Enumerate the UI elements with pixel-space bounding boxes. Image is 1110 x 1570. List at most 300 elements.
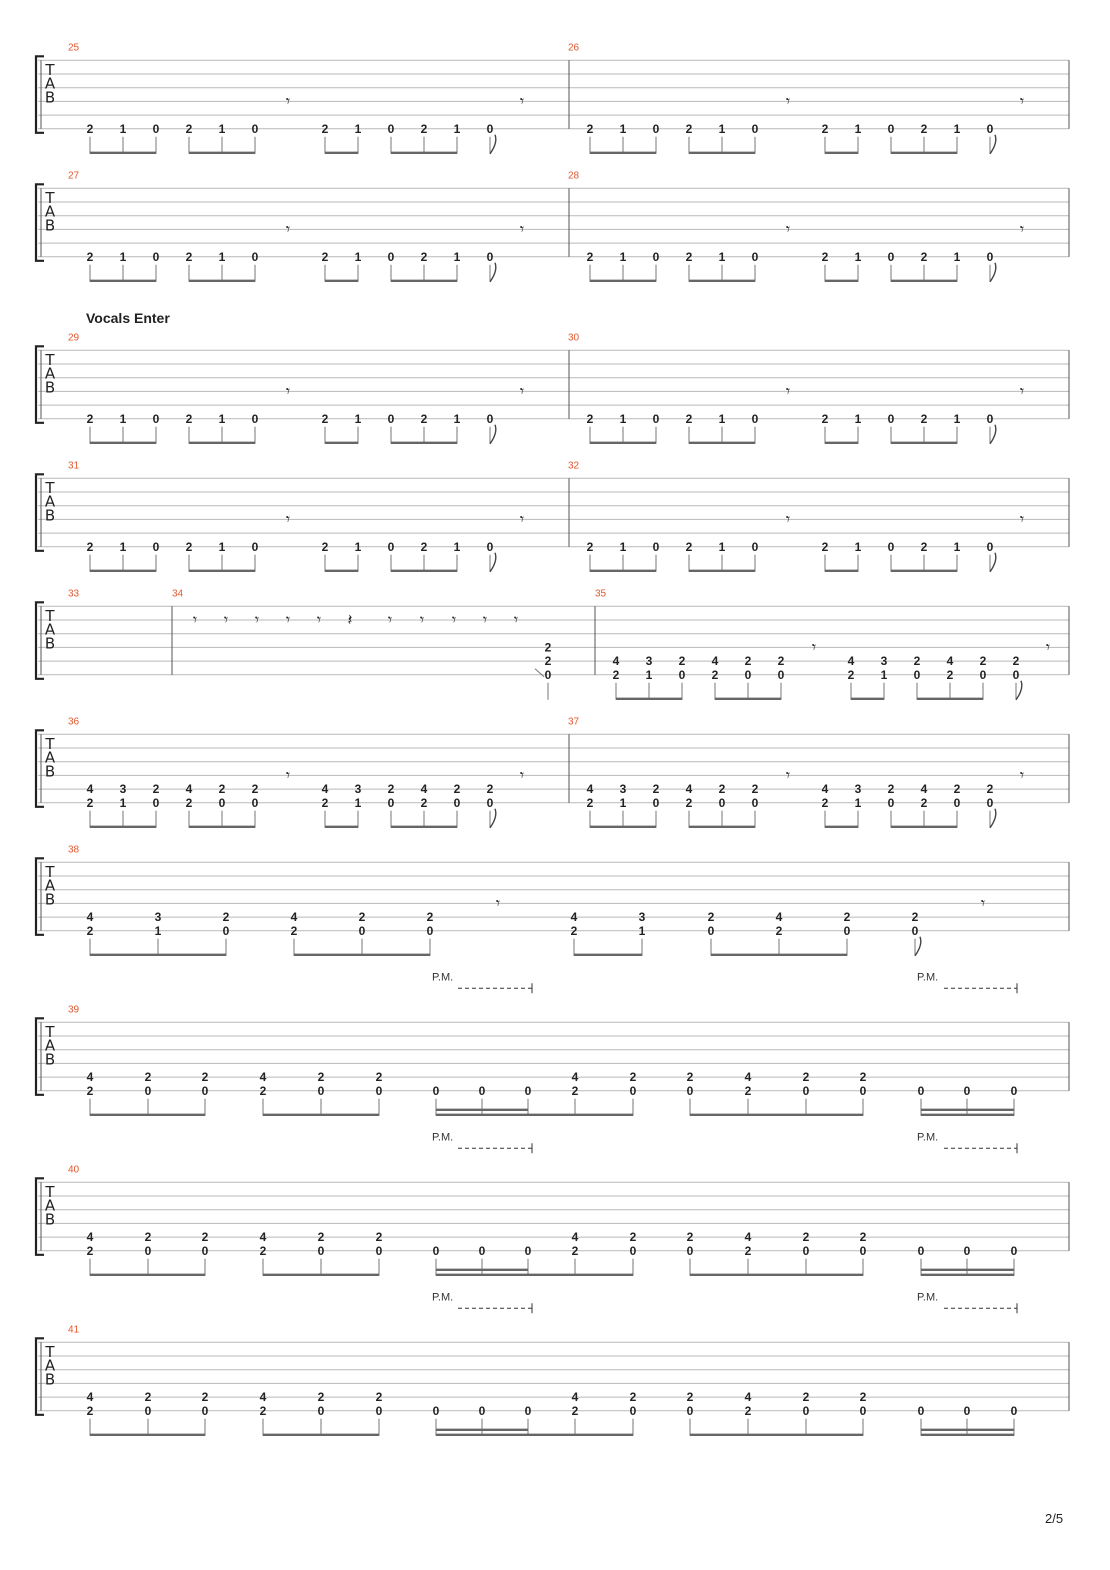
fret-number: 0	[144, 1083, 152, 1098]
eighth-rest: 𝄾	[451, 610, 457, 629]
fret-number: 0	[375, 1403, 383, 1418]
fret-number: 2	[86, 1403, 94, 1418]
fret-number: 1	[854, 795, 862, 810]
system-bracket	[36, 1338, 44, 1415]
fret-number: 0	[917, 1243, 925, 1258]
fret-number: 4	[571, 1070, 579, 1085]
quarter-rest: 𝄽	[347, 610, 353, 629]
measure-number: 35	[595, 588, 607, 600]
fret-number: 1	[119, 411, 127, 426]
fret-number: 2	[201, 1230, 209, 1245]
fret-number: 2	[358, 910, 366, 925]
eighth-rest: 𝄾	[519, 219, 525, 239]
tab-system	[36, 716, 1069, 828]
fret-number: 2	[571, 1403, 579, 1418]
tab-clef-letter: A	[44, 364, 56, 383]
measure-number: 30	[568, 332, 580, 344]
fret-number: 4	[571, 1390, 579, 1405]
fret-number: 4	[744, 1230, 752, 1245]
fret-number: 0	[686, 1243, 694, 1258]
tab-clef-letter: B	[44, 88, 56, 107]
fret-number: 1	[854, 249, 862, 264]
fret-number: 1	[619, 795, 627, 810]
fret-number: 1	[354, 411, 362, 426]
tab-system	[36, 1291, 1069, 1436]
fret-number: 1	[119, 795, 127, 810]
tab-clef-letter: B	[44, 762, 56, 781]
fret-number: 0	[963, 1243, 971, 1258]
note-flag	[990, 135, 996, 154]
fret-number: 2	[420, 121, 428, 136]
palm-mute-label: P.M.	[917, 971, 939, 984]
fret-number: 0	[432, 1403, 440, 1418]
fret-number: 3	[645, 654, 653, 669]
fret-number: 4	[711, 654, 719, 669]
section-label: Vocals Enter	[86, 310, 170, 326]
fret-number: 1	[354, 249, 362, 264]
eighth-rest: 𝄾	[811, 637, 817, 657]
fret-number: 2	[751, 782, 759, 797]
fret-number: 2	[843, 910, 851, 925]
measure-number: 31	[68, 460, 80, 472]
fret-number: 2	[920, 121, 928, 136]
eighth-rest: 𝄾	[785, 91, 791, 111]
eighth-rest: 𝄾	[1019, 219, 1025, 239]
tab-system	[36, 1131, 1069, 1276]
system-bracket	[36, 730, 44, 807]
fret-number: 1	[718, 249, 726, 264]
fret-number: 0	[251, 539, 259, 554]
tab-system	[36, 460, 1069, 572]
fret-number: 2	[185, 795, 193, 810]
fret-number: 1	[619, 411, 627, 426]
fret-number: 0	[201, 1403, 209, 1418]
eighth-rest: 𝄾	[285, 381, 291, 401]
fret-number: 2	[913, 654, 921, 669]
fret-number: 0	[387, 121, 395, 136]
fret-number: 4	[86, 910, 94, 925]
fret-number: 4	[775, 910, 783, 925]
fret-number: 2	[218, 782, 226, 797]
fret-number: 1	[718, 539, 726, 554]
measure-number: 36	[68, 716, 80, 728]
tab-clef-letter: A	[44, 876, 56, 895]
fret-number: 0	[1010, 1403, 1018, 1418]
fret-number: 3	[154, 910, 162, 925]
fret-number: 0	[152, 121, 160, 136]
fret-number: 2	[321, 539, 329, 554]
fret-number: 2	[802, 1390, 810, 1405]
fret-number: 0	[387, 539, 395, 554]
fret-number: 2	[586, 795, 594, 810]
tab-clef-letter: B	[44, 1050, 56, 1069]
fret-number: 3	[619, 782, 627, 797]
tab-system	[36, 42, 1069, 154]
palm-mute-label: P.M.	[432, 971, 454, 984]
fret-number: 1	[619, 539, 627, 554]
fret-number: 2	[185, 121, 193, 136]
fret-number: 0	[986, 249, 994, 264]
fret-number: 2	[544, 640, 552, 655]
fret-number: 0	[629, 1083, 637, 1098]
eighth-rest: 𝄾	[285, 219, 291, 239]
measure-number: 39	[68, 1004, 80, 1016]
tab-clef-letter: T	[45, 61, 55, 79]
fret-number: 1	[718, 411, 726, 426]
fret-number: 2	[920, 539, 928, 554]
eighth-rest: 𝄾	[519, 91, 525, 111]
system-bracket	[36, 1178, 44, 1255]
tab-clef-letter: T	[45, 735, 55, 753]
measure-number: 41	[68, 1324, 80, 1336]
fret-number: 0	[963, 1083, 971, 1098]
fret-number: 2	[744, 1083, 752, 1098]
fret-number: 0	[1012, 667, 1020, 682]
fret-number: 2	[86, 539, 94, 554]
system-bracket	[36, 474, 44, 551]
tab-clef-letter: B	[44, 890, 56, 909]
measure-number: 26	[568, 42, 580, 54]
fret-number: 2	[420, 249, 428, 264]
eighth-rest: 𝄾	[519, 509, 525, 529]
measure-number: 33	[68, 588, 80, 600]
fret-number: 4	[570, 910, 578, 925]
fret-number: 2	[953, 782, 961, 797]
fret-number: 1	[854, 121, 862, 136]
fret-number: 2	[685, 249, 693, 264]
measure-number: 37	[568, 716, 580, 728]
fret-number: 3	[638, 910, 646, 925]
fret-number: 0	[486, 539, 494, 554]
tab-clef-letter: T	[45, 351, 55, 369]
note-flag	[490, 135, 496, 154]
fret-number: 2	[144, 1070, 152, 1085]
fret-number: 2	[686, 1070, 694, 1085]
fret-number: 3	[854, 782, 862, 797]
fret-number: 0	[678, 667, 686, 682]
tab-clef-letter: B	[44, 216, 56, 235]
fret-number: 2	[821, 249, 829, 264]
fret-number: 2	[612, 667, 620, 682]
fret-number: 2	[859, 1230, 867, 1245]
fret-number: 1	[619, 121, 627, 136]
fret-number: 0	[652, 249, 660, 264]
fret-number: 1	[218, 249, 226, 264]
fret-number: 2	[420, 539, 428, 554]
tab-system	[36, 588, 1069, 700]
measure-number: 27	[68, 170, 80, 182]
eighth-rest: 𝄾	[387, 610, 393, 629]
measure-number: 28	[568, 170, 580, 182]
eighth-rest: 𝄾	[980, 893, 986, 913]
fret-number: 1	[953, 411, 961, 426]
eighth-rest: 𝄾	[285, 509, 291, 529]
fret-number: 1	[453, 121, 461, 136]
fret-number: 2	[387, 782, 395, 797]
tab-clef-letter: B	[44, 1210, 56, 1229]
fret-number: 0	[1010, 1083, 1018, 1098]
eighth-rest: 𝄾	[419, 610, 425, 629]
eighth-rest: 𝄾	[254, 610, 260, 629]
fret-number: 0	[387, 795, 395, 810]
fret-number: 0	[652, 539, 660, 554]
fret-number: 2	[321, 795, 329, 810]
eighth-rest: 𝄾	[223, 610, 229, 629]
fret-number: 2	[86, 795, 94, 810]
fret-number: 0	[375, 1083, 383, 1098]
eighth-rest: 𝄾	[1019, 381, 1025, 401]
fret-number: 2	[859, 1390, 867, 1405]
fret-number: 0	[802, 1243, 810, 1258]
fret-number: 0	[751, 121, 759, 136]
fret-number: 0	[152, 795, 160, 810]
note-flag	[990, 553, 996, 572]
fret-number: 2	[920, 411, 928, 426]
fret-number: 0	[201, 1243, 209, 1258]
fret-number: 4	[259, 1070, 267, 1085]
fret-number: 2	[259, 1403, 267, 1418]
fret-number: 0	[652, 795, 660, 810]
fret-number: 1	[119, 249, 127, 264]
fret-number: 2	[375, 1070, 383, 1085]
fret-number: 3	[880, 654, 888, 669]
fret-number: 4	[571, 1230, 579, 1245]
system-bracket	[36, 184, 44, 260]
fret-number: 0	[317, 1403, 325, 1418]
fret-number: 4	[612, 654, 620, 669]
fret-number: 0	[917, 1403, 925, 1418]
fret-number: 0	[986, 795, 994, 810]
fret-number: 1	[354, 539, 362, 554]
fret-number: 2	[586, 249, 594, 264]
fret-number: 2	[629, 1230, 637, 1245]
tab-clef-letter: A	[44, 620, 56, 639]
tab-clef-letter: A	[44, 748, 56, 767]
fret-number: 2	[946, 667, 954, 682]
fret-number: 2	[317, 1230, 325, 1245]
tab-system	[36, 170, 1069, 281]
note-flag	[915, 937, 921, 956]
fret-number: 2	[586, 539, 594, 554]
fret-number: 4	[586, 782, 594, 797]
fret-number: 2	[744, 1243, 752, 1258]
fret-number: 0	[744, 667, 752, 682]
tab-clef-letter: A	[44, 1036, 56, 1055]
eighth-rest: 𝄾	[1019, 91, 1025, 111]
fret-number: 2	[821, 121, 829, 136]
note-flag	[1016, 681, 1022, 700]
fret-number: 0	[911, 923, 919, 938]
fret-number: 0	[486, 795, 494, 810]
measure-number: 32	[568, 460, 580, 472]
fret-number: 2	[718, 782, 726, 797]
fret-number: 0	[751, 795, 759, 810]
fret-number: 0	[426, 923, 434, 938]
fret-number: 2	[652, 782, 660, 797]
palm-mute-label: P.M.	[917, 1131, 939, 1144]
fret-number: 4	[685, 782, 693, 797]
fret-number: 0	[317, 1083, 325, 1098]
fret-number: 2	[453, 782, 461, 797]
eighth-rest: 𝄾	[1019, 765, 1025, 785]
fret-number: 2	[201, 1070, 209, 1085]
fret-number: 2	[317, 1390, 325, 1405]
fret-number: 1	[218, 411, 226, 426]
fret-number: 2	[86, 249, 94, 264]
measure-number: 38	[68, 844, 80, 856]
fret-number: 2	[152, 782, 160, 797]
fret-number: 2	[685, 795, 693, 810]
eighth-rest: 𝄾	[785, 219, 791, 239]
fret-number: 4	[259, 1390, 267, 1405]
fret-number: 1	[854, 411, 862, 426]
fret-number: 1	[854, 539, 862, 554]
eighth-rest: 𝄾	[785, 765, 791, 785]
eighth-rest: 𝄾	[785, 381, 791, 401]
fret-number: 0	[802, 1083, 810, 1098]
fret-number: 0	[251, 121, 259, 136]
tab-clef-letter: T	[45, 1343, 55, 1361]
fret-number: 2	[887, 782, 895, 797]
fret-number: 0	[887, 249, 895, 264]
fret-number: 0	[953, 795, 961, 810]
fret-number: 4	[744, 1070, 752, 1085]
fret-number: 2	[744, 654, 752, 669]
fret-number: 2	[802, 1070, 810, 1085]
fret-number: 0	[524, 1083, 532, 1098]
fret-number: 2	[911, 910, 919, 925]
fret-number: 2	[185, 249, 193, 264]
fret-number: 0	[144, 1243, 152, 1258]
palm-mute-label: P.M.	[917, 1291, 939, 1304]
fret-number: 2	[144, 1230, 152, 1245]
fret-number: 0	[251, 249, 259, 264]
fret-number: 0	[751, 249, 759, 264]
fret-number: 0	[652, 411, 660, 426]
fret-number: 0	[524, 1243, 532, 1258]
fret-number: 4	[744, 1390, 752, 1405]
fret-number: 4	[946, 654, 954, 669]
fret-number: 2	[777, 654, 785, 669]
fret-number: 2	[375, 1230, 383, 1245]
fret-number: 2	[571, 1083, 579, 1098]
fret-number: 2	[821, 539, 829, 554]
tab-system	[36, 844, 1069, 956]
fret-number: 1	[718, 121, 726, 136]
fret-number: 0	[777, 667, 785, 682]
fret-number: 4	[185, 782, 193, 797]
fret-number: 1	[953, 121, 961, 136]
eighth-rest: 𝄾	[513, 610, 519, 629]
fret-number: 2	[486, 782, 494, 797]
fret-number: 0	[478, 1243, 486, 1258]
fret-number: 1	[453, 249, 461, 264]
fret-number: 0	[751, 411, 759, 426]
fret-number: 1	[218, 539, 226, 554]
fret-number: 1	[880, 667, 888, 682]
fret-number: 2	[802, 1230, 810, 1245]
fret-number: 1	[119, 539, 127, 554]
fret-number: 0	[222, 923, 230, 938]
fret-number: 2	[259, 1243, 267, 1258]
fret-number: 2	[586, 121, 594, 136]
fret-number: 0	[524, 1403, 532, 1418]
fret-number: 0	[751, 539, 759, 554]
tab-clef-letter: T	[45, 1023, 55, 1041]
fret-number: 0	[652, 121, 660, 136]
fret-number: 2	[321, 249, 329, 264]
fret-number: 1	[154, 923, 162, 938]
fret-number: 0	[963, 1403, 971, 1418]
fret-number: 2	[259, 1083, 267, 1098]
fret-number: 1	[354, 795, 362, 810]
fret-number: 2	[685, 411, 693, 426]
fret-number: 0	[629, 1403, 637, 1418]
measure-number: 25	[68, 42, 80, 54]
fret-number: 2	[744, 1403, 752, 1418]
eighth-rest: 𝄾	[285, 91, 291, 111]
fret-number: 2	[920, 795, 928, 810]
fret-number: 2	[86, 923, 94, 938]
fret-number: 0	[913, 667, 921, 682]
fret-number: 4	[290, 910, 298, 925]
note-flag	[490, 263, 496, 282]
fret-number: 0	[843, 923, 851, 938]
fret-number: 0	[152, 249, 160, 264]
fret-number: 0	[629, 1243, 637, 1258]
fret-number: 0	[201, 1083, 209, 1098]
eighth-rest: 𝄾	[482, 610, 488, 629]
fret-number: 0	[218, 795, 226, 810]
fret-number: 2	[686, 1230, 694, 1245]
fret-number: 1	[953, 249, 961, 264]
fret-number: 1	[218, 121, 226, 136]
fret-number: 0	[887, 539, 895, 554]
note-flag	[990, 809, 996, 828]
fret-number: 2	[86, 121, 94, 136]
fret-number: 0	[387, 411, 395, 426]
fret-number: 2	[201, 1390, 209, 1405]
tab-clef-letter: T	[45, 479, 55, 497]
fret-number: 2	[775, 923, 783, 938]
fret-number: 2	[571, 1243, 579, 1258]
tab-clef-letter: T	[45, 607, 55, 625]
fret-number: 0	[486, 249, 494, 264]
fret-number: 0	[718, 795, 726, 810]
fret-number: 4	[420, 782, 428, 797]
note-flag	[990, 263, 996, 282]
fret-number: 0	[144, 1403, 152, 1418]
fret-number: 2	[629, 1390, 637, 1405]
tab-clef-letter: A	[44, 1196, 56, 1215]
fret-number: 0	[432, 1243, 440, 1258]
fret-number: 4	[259, 1230, 267, 1245]
fret-number: 4	[86, 1390, 94, 1405]
tab-clef-letter: B	[44, 634, 56, 653]
fret-number: 2	[144, 1390, 152, 1405]
fret-number: 2	[685, 121, 693, 136]
fret-number: 1	[645, 667, 653, 682]
fret-number: 2	[251, 782, 259, 797]
fret-number: 1	[453, 539, 461, 554]
fret-number: 2	[317, 1070, 325, 1085]
fret-number: 0	[986, 121, 994, 136]
fret-number: 0	[375, 1243, 383, 1258]
fret-number: 1	[354, 121, 362, 136]
note-flag	[490, 425, 496, 444]
measure-number: 34	[172, 588, 184, 600]
tab-system	[36, 332, 1069, 444]
